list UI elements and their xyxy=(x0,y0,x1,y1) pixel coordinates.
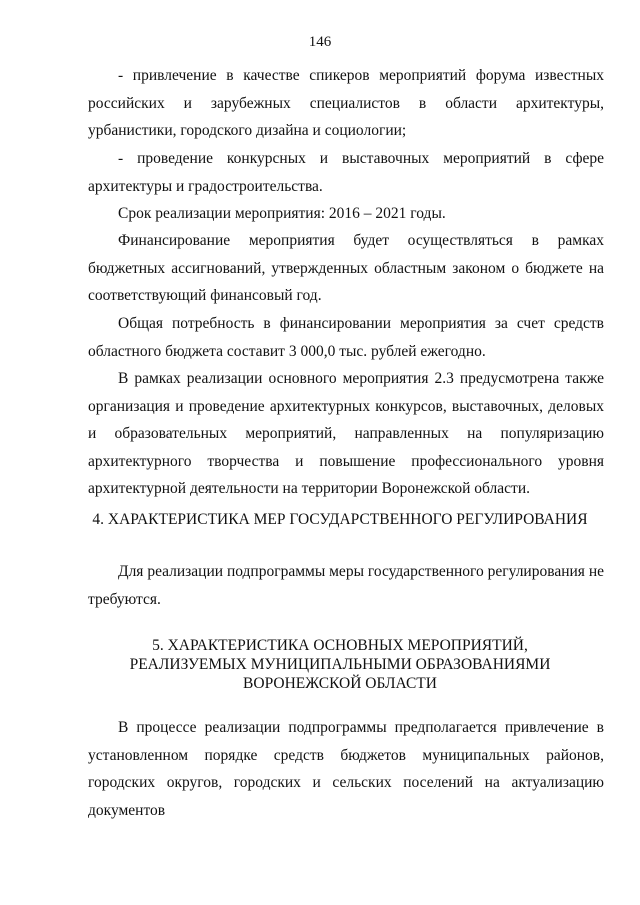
section-4-text: Для реализации подпрограммы меры государственного регулирования не требуются. xyxy=(88,563,604,608)
section-5-heading-line-3: ВОРОНЕЖСКОЙ ОБЛАСТИ xyxy=(243,675,437,692)
paragraph-budget: Общая потребность в финансировании мероприятия за счет средств областного бюджета составит 3 000,0 тыс. рублей ежегодно. xyxy=(88,315,604,360)
section-5-heading-line-1: 5. ХАРАКТЕРИСТИКА ОСНОВНЫХ МЕРОПРИЯТИЙ, xyxy=(152,637,528,654)
paragraph-period: Срок реализации мероприятия: 2016 – 2021 годы. xyxy=(118,205,446,222)
paragraph-financing: Финансирование мероприятия будет осуществляться в рамках бюджетных ассигнований, утвержденных областным законом о бюджете на соответствующий финансовый год. xyxy=(88,232,604,304)
paragraph-competitions: - проведение конкурсных и выставочных мероприятий в сфере архитектуры и градостроительства. xyxy=(88,150,604,195)
section-4-heading: 4. ХАРАКТЕРИСТИКА МЕР ГОСУДАРСТВЕННОГО РЕГУЛИРОВАНИЯ xyxy=(92,511,588,528)
page-number: 146 xyxy=(308,34,332,50)
section-5-heading xyxy=(60,636,620,693)
section-5-heading-line-2: РЕАЛИЗУЕМЫХ МУНИЦИПАЛЬНЫМИ ОБРАЗОВАНИЯМИ xyxy=(129,656,551,673)
paragraph-event-2-3: В рамках реализации основного мероприятия 2.3 предусмотрена также организация и проведение архитектурных конкурсов, выставочных, деловых и образовательных мероприятий, направленных на популяризацию архитектурного творчества и повышение профессионального уровня архитектурной деятельности на территории Воронежской области. xyxy=(88,370,604,497)
section-5-text: В процессе реализации подпрограммы предполагается привлечение в установленном порядке средств бюджетов муниципальных районов, городских округов, городских и сельских поселений на актуализацию документов xyxy=(88,719,604,819)
paragraph-speakers: - привлечение в качестве спикеров мероприятий форума известных российских и зарубежных специалистов в области архитектуры, урбанистики, городского дизайна и социологии; xyxy=(88,67,604,139)
